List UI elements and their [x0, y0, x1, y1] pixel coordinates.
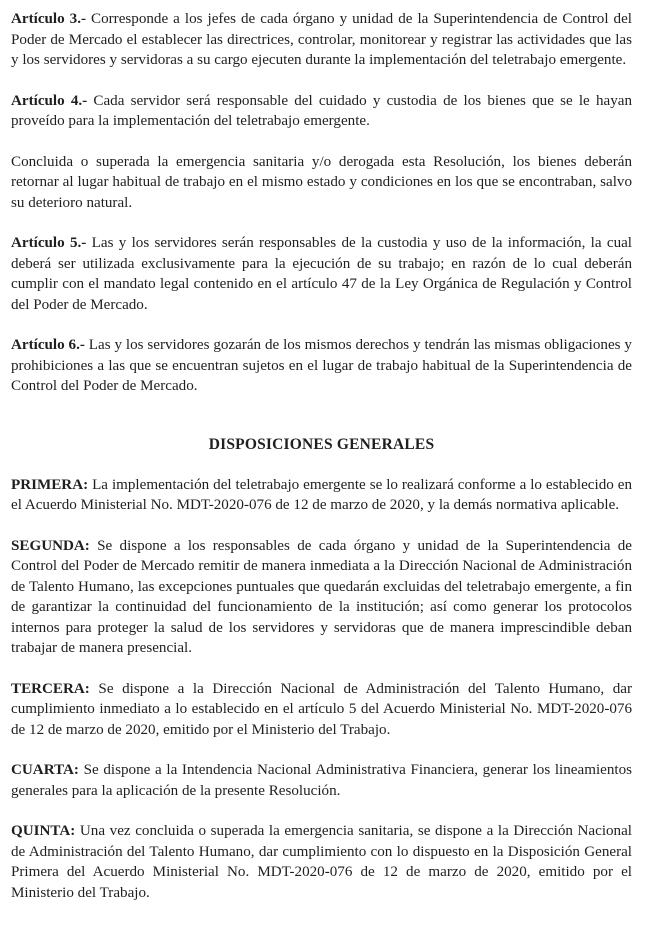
- article-5-text: Las y los servidores serán responsables de la custodia y uso de la información, la cual deberá ser utilizada exclusivamente para la ejecución de su trabajo; en razón de lo cual deberán cumplir con el mandato legal contenido en el artículo 47 de la Ley Orgánica de Regulación y Control del Poder de Mercado.: [11, 235, 633, 313]
- article-3-lead: Artículo 3.-: [11, 11, 87, 27]
- disposition-tercera: [11, 679, 632, 741]
- disposition-tercera-text: Se dispone a la Dirección Nacional de Administración del Talento Humano, dar cumplimiento inmediato a lo establecido en el artículo 5 del Acuerdo Ministerial No. MDT-2020-076 de 12 de marzo de 2020, emitido por el Ministerio del Trabajo.: [11, 680, 632, 738]
- disposition-cuarta-text: Se dispone a la Intendencia Nacional Administrativa Financiera, generar los lineamientos generales para la aplicación de la presente Resolución.: [11, 762, 632, 799]
- article-4-text: Cada servidor será responsable del cuidado y custodia de los bienes que se le hayan proveído para la implementación del teletrabajo emergente.: [11, 92, 632, 129]
- disposition-quinta-text: Una vez concluida o superada la emergencia sanitaria, se dispone a la Dirección Nacional de Administración del Talento Humano, dar cumplimiento con lo dispuesto en la Disposición General Primera del Acuerdo Ministerial No. MDT-2020-076 de 12 de marzo de 2020, emitido por el Ministerio del Trabajo.: [11, 823, 632, 901]
- article-5-lead: Artículo 5.-: [11, 235, 87, 251]
- article-5: [11, 233, 632, 315]
- disposition-segunda: [11, 536, 632, 659]
- disposition-segunda-text: Se dispone a los responsables de cada órgano y unidad de la Superintendencia de Control del Poder de Mercado remitir de manera inmediata a la Dirección Nacional de Administración de Talento Humano, las excepciones puntuales que quedarán excluidas del teletrabajo emergente, a fin de garantizar la continuidad del funcionamiento de la institución; así como generar los protocolos internos para proteger la salud de los servidores y servidoras que de manera imprescindible deban trabajar de manera presencial.: [11, 537, 632, 656]
- article-4-lead: Artículo 4.-: [11, 92, 88, 109]
- disposition-tercera-lead: TERCERA:: [11, 680, 90, 697]
- disposition-primera: [11, 475, 632, 516]
- disposition-segunda-lead: SEGUNDA:: [11, 537, 90, 554]
- disposition-quinta-lead: QUINTA:: [11, 823, 76, 839]
- disposition-primera-text: La implementación del teletrabajo emergente se lo realizará conforme a lo establecido en el Acuerdo Ministerial No. MDT-2020-076 de 12 de marzo de 2020, y la demás normativa aplicable.: [11, 476, 632, 513]
- article-3-text: Corresponde a los jefes de cada órgano y unidad de la Superintendencia de Control del Poder de Mercado el establecer las directrices, controlar, monitorear y registrar las actividades que las y los servidores y servidoras a su cargo ejecuten durante la implementación del teletrabajo emergente.: [11, 11, 632, 68]
- article-4-continuation-text: Concluida o superada la emergencia sanitaria y/o derogada esta Resolución, los bienes deberán retornar al lugar habitual de trabajo en el mismo estado y condiciones en los que se encontraban, salvo su deterioro natural.: [11, 153, 632, 211]
- section-heading: DISPOSICIONES GENERALES: [208, 435, 435, 453]
- disposition-cuarta-lead: CUARTA:: [11, 762, 79, 778]
- article-4-continuation: [11, 152, 632, 214]
- article-6: [11, 335, 632, 397]
- disposition-cuarta: [11, 760, 632, 801]
- article-4: [11, 91, 632, 132]
- article-6-lead: Artículo 6.-: [11, 337, 85, 353]
- disposition-primera-lead: PRIMERA:: [11, 476, 89, 493]
- disposition-quinta: [11, 821, 632, 903]
- article-3: [11, 9, 632, 71]
- article-6-text: Las y los servidores gozarán de los mismos derechos y tendrán las mismas obligaciones y prohibiciones a las que se encuentran sujetos en el lugar de trabajo habitual de la Superintendencia de Control del Poder de Mercado.: [11, 337, 632, 394]
